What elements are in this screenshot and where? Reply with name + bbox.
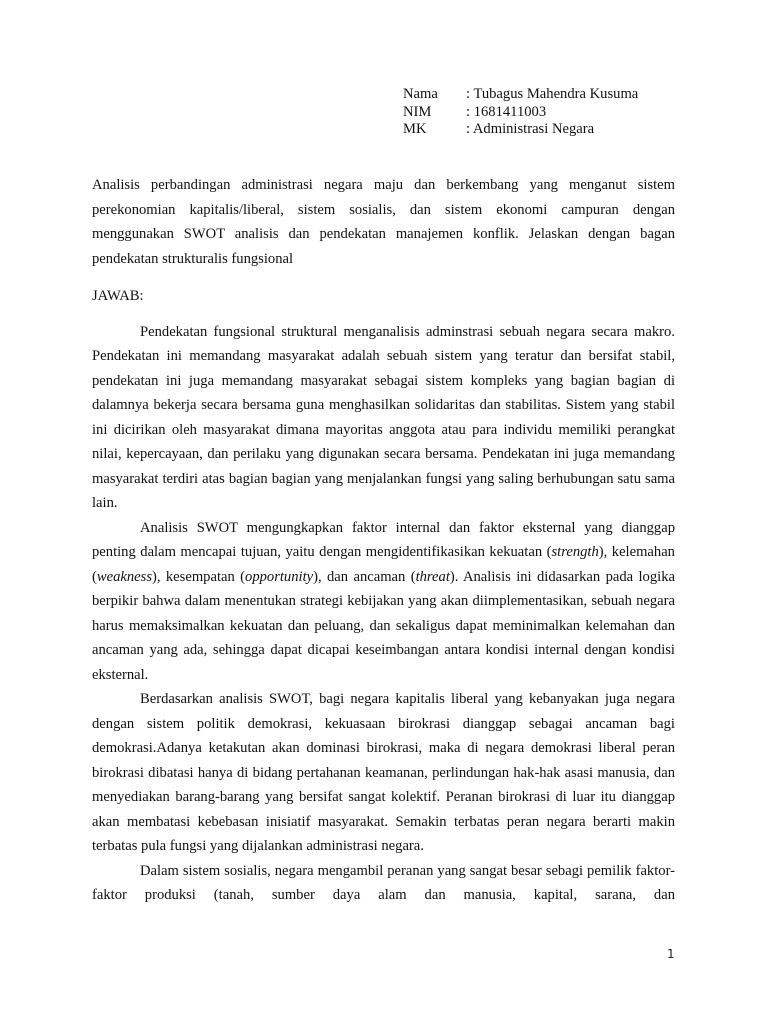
identity-row-course: [403, 121, 638, 139]
paragraph-structural-functional: Pendekatan fungsional struktural menganalisis adminstrasi sebuah negara secara makro. Pendekatan ini memandang masyarakat adalah sebuah sistem yang teratur dan bersifat stabil, pendekatan ini juga memandang masyarakat sebagai sistem kompleks yang bagian bagian di dalamnya bekerja secara bersama guna menghasilkan solidaritas dan stabilitas. Sistem yang stabil ini dicirikan oleh masyarakat dimana mayoritas anggota atau para individu memiliki perangkat nilai, kepercayaan, dan perilaku yang digunakan secara bersama. Pendekatan ini juga memandang masyarakat terdiri atas bagian bagian yang menjalankan fungsi yang saling berhubungan satu sama lain.: [92, 323, 675, 511]
identity-row-nim: [403, 104, 638, 122]
question-paragraph: Analisis perbandingan administrasi negara maju dan berkembang yang menganut sistem perekonomian kapitalis/liberal, sistem sosialis, dan sistem ekonomi campuran dengan menggunakan SWOT analisis dan pendekatan manajemen konflik. Jelaskan dengan bagan pendekatan strukturalis fungsional: [92, 177, 675, 267]
identity-value: : Administrasi Negara: [466, 121, 595, 137]
identity-value: : Tubagus Mahendra Kusuma: [466, 86, 639, 102]
student-identity-block: [403, 86, 638, 139]
paragraph-socialist: Dalam sistem sosialis, negara mengambil peranan yang sangat besar sebagi pemilik faktor-faktor produksi (tanah, sumber daya alam dan manusia, kapital, sarana, dan: [92, 862, 675, 903]
paragraph-capitalist-liberal: Berdasarkan analisis SWOT, bagi negara kapitalis liberal yang kebanyakan juga negara dengan sistem politik demokrasi, kekuasaan birokrasi dianggap sebagai ancaman bagi demokrasi.Adanya ketakutan akan dominasi birokrasi, maka di negara demokrasi liberal peran birokrasi dibatasi hanya di bidang pertahanan keamanan, perlindungan hak-hak asasi manusia, dan menyediakan barang-barang yang bersifat sangat kolektif. Peranan birokrasi di luar itu dianggap akan membatasi kebebasan inisiatif masyarakat. Semakin terbatas peran negara berarti makin terbatas pula fungsi yang dijalankan administrasi negara.: [92, 691, 675, 854]
italic-term-weakness: weakness: [96, 568, 152, 585]
page-number: 1: [667, 947, 675, 961]
text-run: ), kesempatan (: [152, 568, 246, 585]
text-run: ), kelemahan (: [92, 544, 675, 585]
identity-label: NIM: [403, 103, 432, 120]
document-body: [92, 173, 675, 908]
italic-term-threat: threat: [415, 568, 450, 585]
text-run: ), dan ancaman (: [313, 568, 416, 585]
identity-row-name: [403, 86, 638, 104]
identity-value: : 1681411003: [466, 103, 547, 120]
text-run: ). Analisis ini didasarkan pada logika berpikir bahwa dalam menentukan strategi kebijakan yang akan diimplementasikan, sebuah negara harus memaksimalkan kekuatan dan peluang, dan sekaligus dapat meminimalkan kelemahan dan ancaman yang ada, sehingga dapat dicapai keseimbangan antara kondisi internal dengan kondisi eksternal.: [92, 568, 675, 683]
identity-label: MK: [403, 121, 427, 137]
paragraph-swot: [92, 516, 675, 688]
identity-label: Nama: [403, 86, 438, 102]
answer-heading: JAWAB:: [92, 288, 144, 304]
text-run: Analisis SWOT mengungkapkan faktor internal dan faktor eksternal yang dianggap penting dalam mencapai tujuan, yaitu dengan mengidentifikasikan kekuatan (: [92, 519, 675, 560]
italic-term-strength: strength: [551, 544, 599, 560]
italic-term-opportunity: opportunity: [245, 568, 314, 585]
